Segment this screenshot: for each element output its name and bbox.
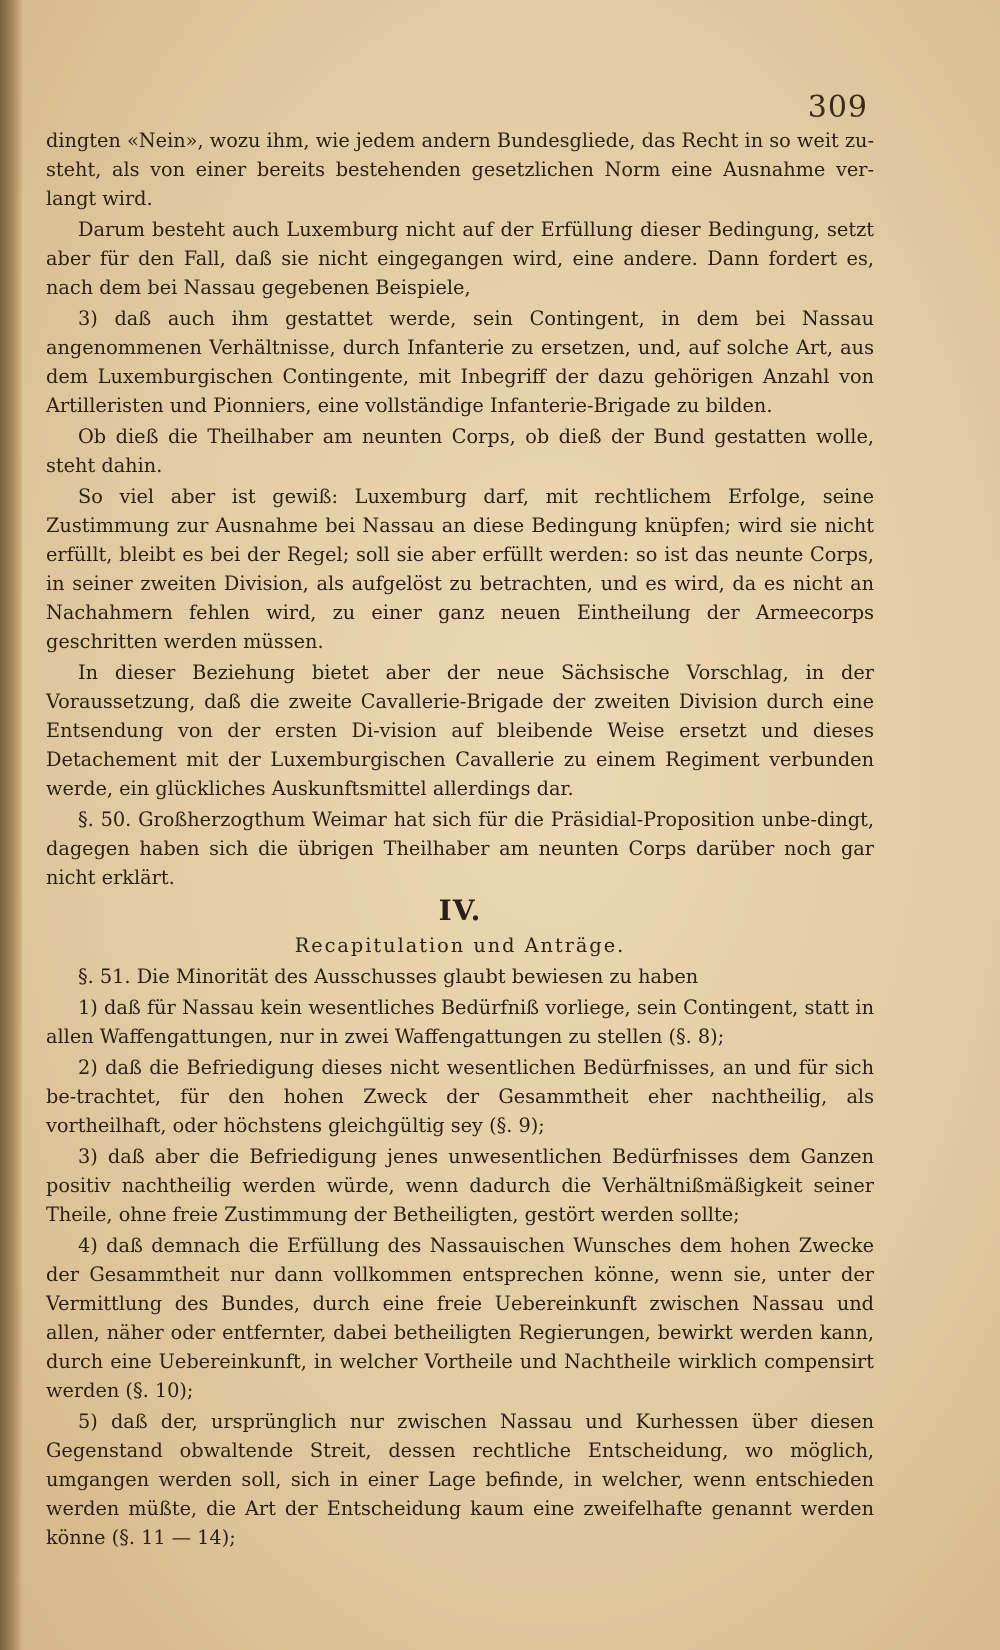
list-item: 3) daß aber die Befriedigung jenes unwesentlichen Bedürfnisses dem Ganzen positiv nachtheilig werden würde, wenn dadurch die Verhältnißmäßigkeit seiner Theile, ohne freie Zustimmung der Betheiligten, gestört werden sollte; — [46, 1145, 874, 1226]
section-number: IV. — [438, 894, 482, 927]
book-gutter — [0, 0, 22, 1650]
page-number: 309 — [807, 90, 868, 125]
paragraph: Ob dieß die Theilhaber am neunten Corps, ob dieß der Bund gestatten wolle, steht dahin. — [46, 425, 874, 477]
list-item: 1) daß für Nassau kein wesentliches Bedürfniß vorliege, sein Contingent, statt in allen Waffengattungen, nur in zwei Waffengattungen zu stellen (§. 8); — [46, 996, 874, 1048]
paragraph: §. 51. Die Minorität des Ausschusses glaubt bewiesen zu haben — [78, 965, 699, 988]
paragraph: So viel aber ist gewiß: Luxemburg darf, mit rechtlichem Erfolge, seine Zustimmung zur Ausnahme bei Nassau an diese Bedingung knüpfen; wird sie nicht erfüllt, bleibt es bei der Regel; soll sie aber erfüllt werden: so ist das neunte Corps, in seiner zweiten Division, als aufgelöst zu betrachten, und es wird, da es nicht an Nachahmern fehlen wird, zu einer ganz neuen Eintheilung der Armeecorps geschritten werden müssen. — [46, 485, 874, 653]
paragraph: dingten «Nein», wozu ihm, wie jedem andern Bundesgliede, das Recht in so weit zu-steht, als von einer bereits bestehenden gesetzlichen Norm eine Ausnahme ver-langt wird. — [46, 129, 874, 210]
list-item: 2) daß die Befriedigung dieses nicht wesentlichen Bedürfnisses, an und für sich be-trachtet, für den hohen Zweck der Gesammtheit eher nachtheilig, als vortheilhaft, oder höchstens gleichgültig sey (§. 9); — [46, 1056, 874, 1137]
paragraph: §. 50. Großherzogthum Weimar hat sich für die Präsidial-Proposition unbe-dingt, dagegen haben sich die übrigen Theilhaber am neunten Corps darüber noch gar nicht erklärt. — [46, 808, 874, 889]
section-title: Recapitulation und Anträge. — [294, 934, 626, 957]
list-item: 4) daß demnach die Erfüllung des Nassauischen Wunsches dem hohen Zwecke der Gesammtheit nur dann vollkommen entsprechen könne, wenn sie, unter der Vermittlung des Bundes, durch eine freie Uebereinkunft zwischen Nassau und allen, näher oder entfernter, dabei betheiligten Regierungen, bewirkt werden kann, durch eine Uebereinkunft, in welcher Vortheile und Nachtheile wirklich compensirt werden (§. 10); — [46, 1234, 874, 1402]
paragraph: 3) daß auch ihm gestattet werde, sein Contingent, in dem bei Nassau angenommenen Verhältnisse, durch Infanterie zu ersetzen, und, auf solche Art, aus dem Luxemburgischen Contingente, mit Inbegriff der dazu gehörigen Anzahl von Artilleristen und Pionniers, eine vollständige Infanterie-Brigade zu bilden. — [46, 307, 874, 417]
page-body — [46, 126, 874, 1554]
paragraph: In dieser Beziehung bietet aber der neue Sächsische Vorschlag, in der Voraussetzung, daß die zweite Cavallerie-Brigade der zweiten Division durch eine Entsendung von der ersten Di-vision auf bleibende Weise ersetzt und dieses Detachement mit der Luxemburgischen Cavallerie zu einem Regiment verbunden werde, ein glückliches Auskunftsmittel allerdings dar. — [46, 661, 874, 800]
list-item: 5) daß der, ursprünglich nur zwischen Nassau und Kurhessen über diesen Gegenstand obwaltende Streit, dessen rechtliche Entscheidung, wo möglich, umgangen werden soll, sich in einer Lage befinde, in welcher, wenn entschieden werden müßte, die Art der Entscheidung kaum eine zweifelhafte genannt werden könne (§. 11 — 14); — [46, 1410, 874, 1549]
paragraph: Darum besteht auch Luxemburg nicht auf der Erfüllung dieser Bedingung, setzt aber für den Fall, daß sie nicht eingegangen wird, eine andere. Dann fordert es, nach dem bei Nassau gegebenen Beispiele, — [46, 218, 874, 299]
